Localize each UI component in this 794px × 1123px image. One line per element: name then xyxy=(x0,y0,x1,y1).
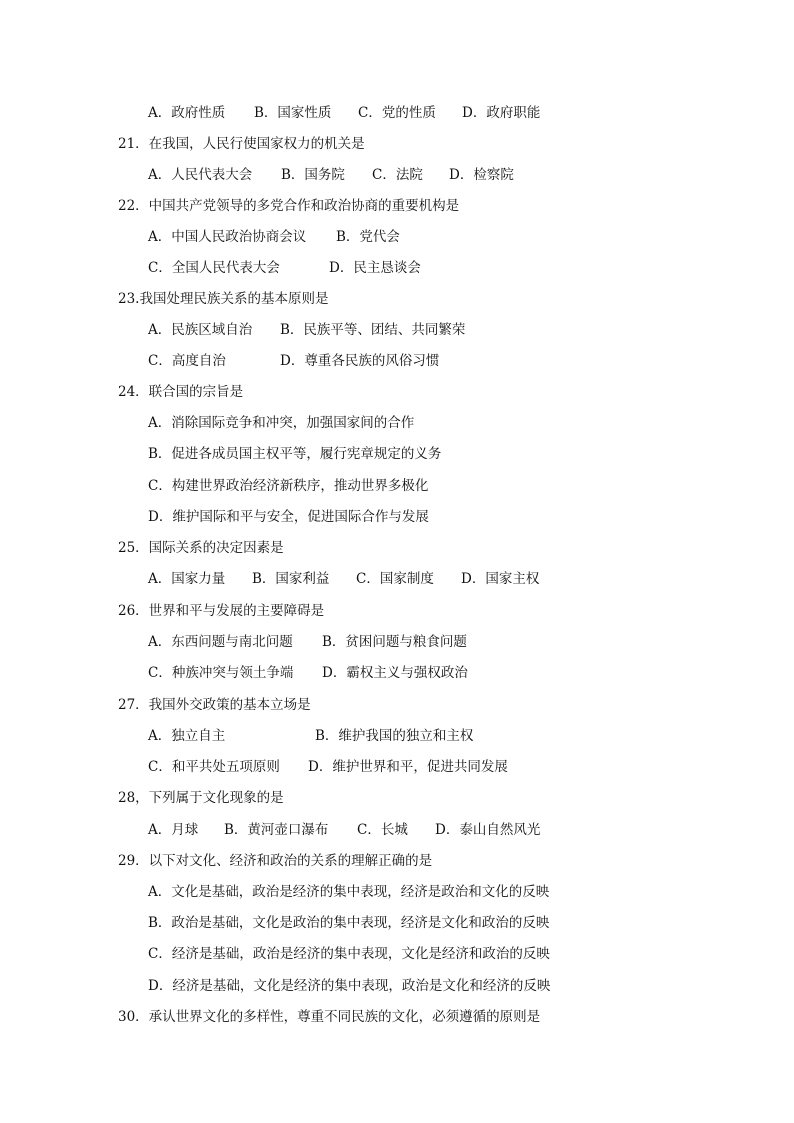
answer-option: B．贫困问题与粮食问题 xyxy=(322,634,467,650)
answer-option: B．党代会 xyxy=(336,229,400,245)
question-stem: 22．中国共产党领导的多党合作和政治协商的重要机构是 xyxy=(118,198,460,214)
answer-option: D．检察院 xyxy=(449,167,514,183)
question-stem: 29．以下对文化、经济和政治的关系的理解正确的是 xyxy=(118,853,433,869)
answer-option: C．国家制度 xyxy=(356,571,434,587)
answer-option: C．和平共处五项原则 xyxy=(148,759,280,775)
answer-option: A．中国人民政治协商会议 xyxy=(148,229,307,245)
answer-option: C．全国人民代表大会 xyxy=(148,260,280,276)
option-row xyxy=(148,945,550,963)
answer-option: C．构建世界政治经济新秩序，推动世界多极化 xyxy=(148,478,429,494)
answer-option: C．长城 xyxy=(357,822,408,838)
answer-option: B．国家性质 xyxy=(254,105,332,121)
answer-option: C．种族冲突与领土争端 xyxy=(148,665,294,681)
answer-option: D．经济是基础，文化是经济的集中表现，政治是文化和经济的反映 xyxy=(148,978,551,994)
answer-option: C．经济是基础，政治是经济的集中表现，文化是经济和政治的反映 xyxy=(148,946,550,962)
option-row xyxy=(148,914,549,932)
answer-option: B．促进各成员国主权平等，履行宪章规定的义务 xyxy=(148,446,442,462)
question-stem: 24．联合国的宗旨是 xyxy=(118,384,244,400)
answer-option: C．高度自治 xyxy=(148,353,226,369)
answer-option: B．国家利益 xyxy=(252,571,330,587)
question-stem: 25．国际关系的决定因素是 xyxy=(118,540,284,556)
answer-option: B．民族平等、团结、共同繁荣 xyxy=(280,322,466,338)
question-stem: 23.我国处理民族关系的基本原则是 xyxy=(118,291,329,307)
answer-option: A．国家力量 xyxy=(148,571,226,587)
answer-option: D．维护国际和平与安全，促进国际合作与发展 xyxy=(148,509,429,525)
option-row xyxy=(148,445,441,463)
answer-option: D．民主恳谈会 xyxy=(329,260,421,276)
answer-option: A．东西问题与南北问题 xyxy=(148,634,293,650)
answer-option: D．国家主权 xyxy=(461,571,540,587)
answer-option: D．政府职能 xyxy=(462,105,541,121)
option-row xyxy=(148,883,549,901)
answer-option: A．月球 xyxy=(148,822,199,838)
answer-option: A．人民代表大会 xyxy=(148,167,253,183)
answer-option: D．尊重各民族的风俗习惯 xyxy=(280,353,440,369)
answer-option: B．维护我国的独立和主权 xyxy=(315,728,474,744)
option-row xyxy=(148,477,428,495)
answer-option: A．消除国际竞争和冲突，加强国家间的合作 xyxy=(148,415,415,431)
answer-option: B．国务院 xyxy=(281,167,345,183)
answer-option: A．政府性质 xyxy=(148,105,226,121)
answer-option: B．黄河壶口瀑布 xyxy=(224,822,329,838)
answer-option: A．独立自主 xyxy=(148,728,226,744)
answer-option: D．维护世界和平，促进共同发展 xyxy=(308,759,508,775)
option-row xyxy=(148,977,550,995)
question-stem: 21．在我国，人民行使国家权力的机关是 xyxy=(118,136,365,152)
option-row xyxy=(148,508,429,526)
option-row xyxy=(148,414,414,432)
answer-option: A．民族区域自治 xyxy=(148,322,253,338)
answer-option: A．文化是基础，政治是经济的集中表现，经济是政治和文化的反映 xyxy=(148,884,550,900)
question-stem: 26．世界和平与发展的主要障碍是 xyxy=(118,603,325,619)
question-stem: 27．我国外交政策的基本立场是 xyxy=(118,697,311,713)
answer-option: C．党的性质 xyxy=(358,105,436,121)
question-stem: 30．承认世界文化的多样性，尊重不同民族的文化，必须遵循的原则是 xyxy=(118,1009,541,1025)
question-stem: 28，下列属于文化现象的是 xyxy=(118,790,284,806)
answer-option: D．泰山自然风光 xyxy=(435,822,541,838)
answer-option: B．政治是基础，文化是政治的集中表现，经济是文化和政治的反映 xyxy=(148,915,550,931)
answer-option: D．霸权主义与强权政治 xyxy=(322,665,468,681)
answer-option: C．法院 xyxy=(372,167,423,183)
